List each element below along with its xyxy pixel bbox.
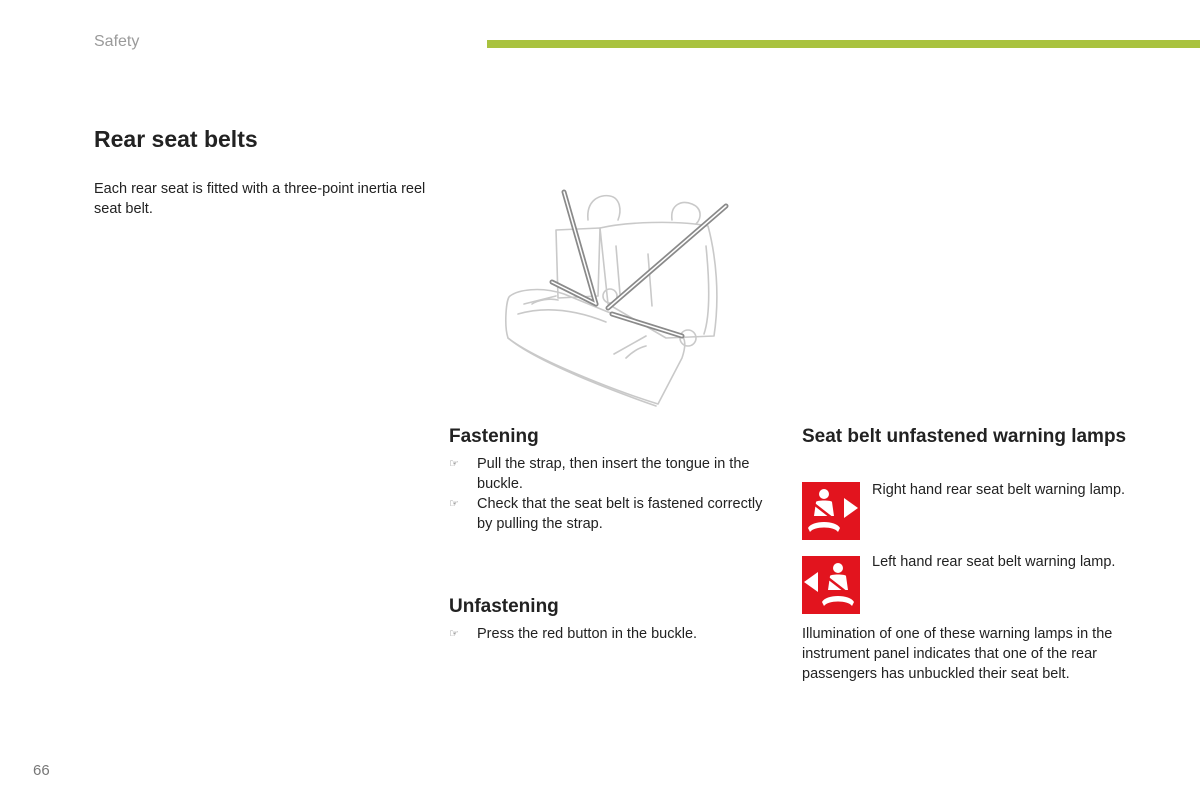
seatbelt-left-arrow-icon <box>802 556 860 614</box>
list-item-text: Pull the strap, then insert the tongue in the buckle. <box>477 456 750 492</box>
header-accent-bar <box>487 40 1200 48</box>
right-lamp-description: Right hand rear seat belt warning lamp. <box>872 482 1126 498</box>
pointing-hand-icon: ☞ <box>449 458 459 470</box>
list-item <box>449 454 779 494</box>
page-number: 66 <box>33 762 50 779</box>
pointing-hand-icon: ☞ <box>449 498 459 510</box>
seatbelt-right-arrow-icon <box>802 482 860 540</box>
intro-paragraph: Each rear seat is fitted with a three-point inertia reel seat belt. <box>94 181 426 217</box>
section-label: Safety <box>94 33 140 50</box>
list-item-text: Press the red button in the buckle. <box>477 626 698 642</box>
pointing-hand-icon: ☞ <box>449 628 459 640</box>
list-item <box>449 494 779 534</box>
list-item <box>449 624 779 644</box>
rear-seat-illustration <box>496 186 732 408</box>
list-item-text: Check that the seat belt is fastened correctly by pulling the strap. <box>477 496 763 532</box>
warning-lamps-heading: Seat belt unfastened warning lamps <box>802 426 1127 447</box>
fastening-list <box>449 454 779 534</box>
unfastening-heading: Unfastening <box>449 596 559 617</box>
warning-lamps-paragraph: Illumination of one of these warning lamps in the instrument panel indicates that one of the rear passengers has unbuckled their seat belt. <box>802 626 1113 682</box>
fastening-heading: Fastening <box>449 426 539 447</box>
page-title: Rear seat belts <box>94 126 258 152</box>
unfastening-list <box>449 624 779 644</box>
left-lamp-description: Left hand rear seat belt warning lamp. <box>872 554 1116 570</box>
